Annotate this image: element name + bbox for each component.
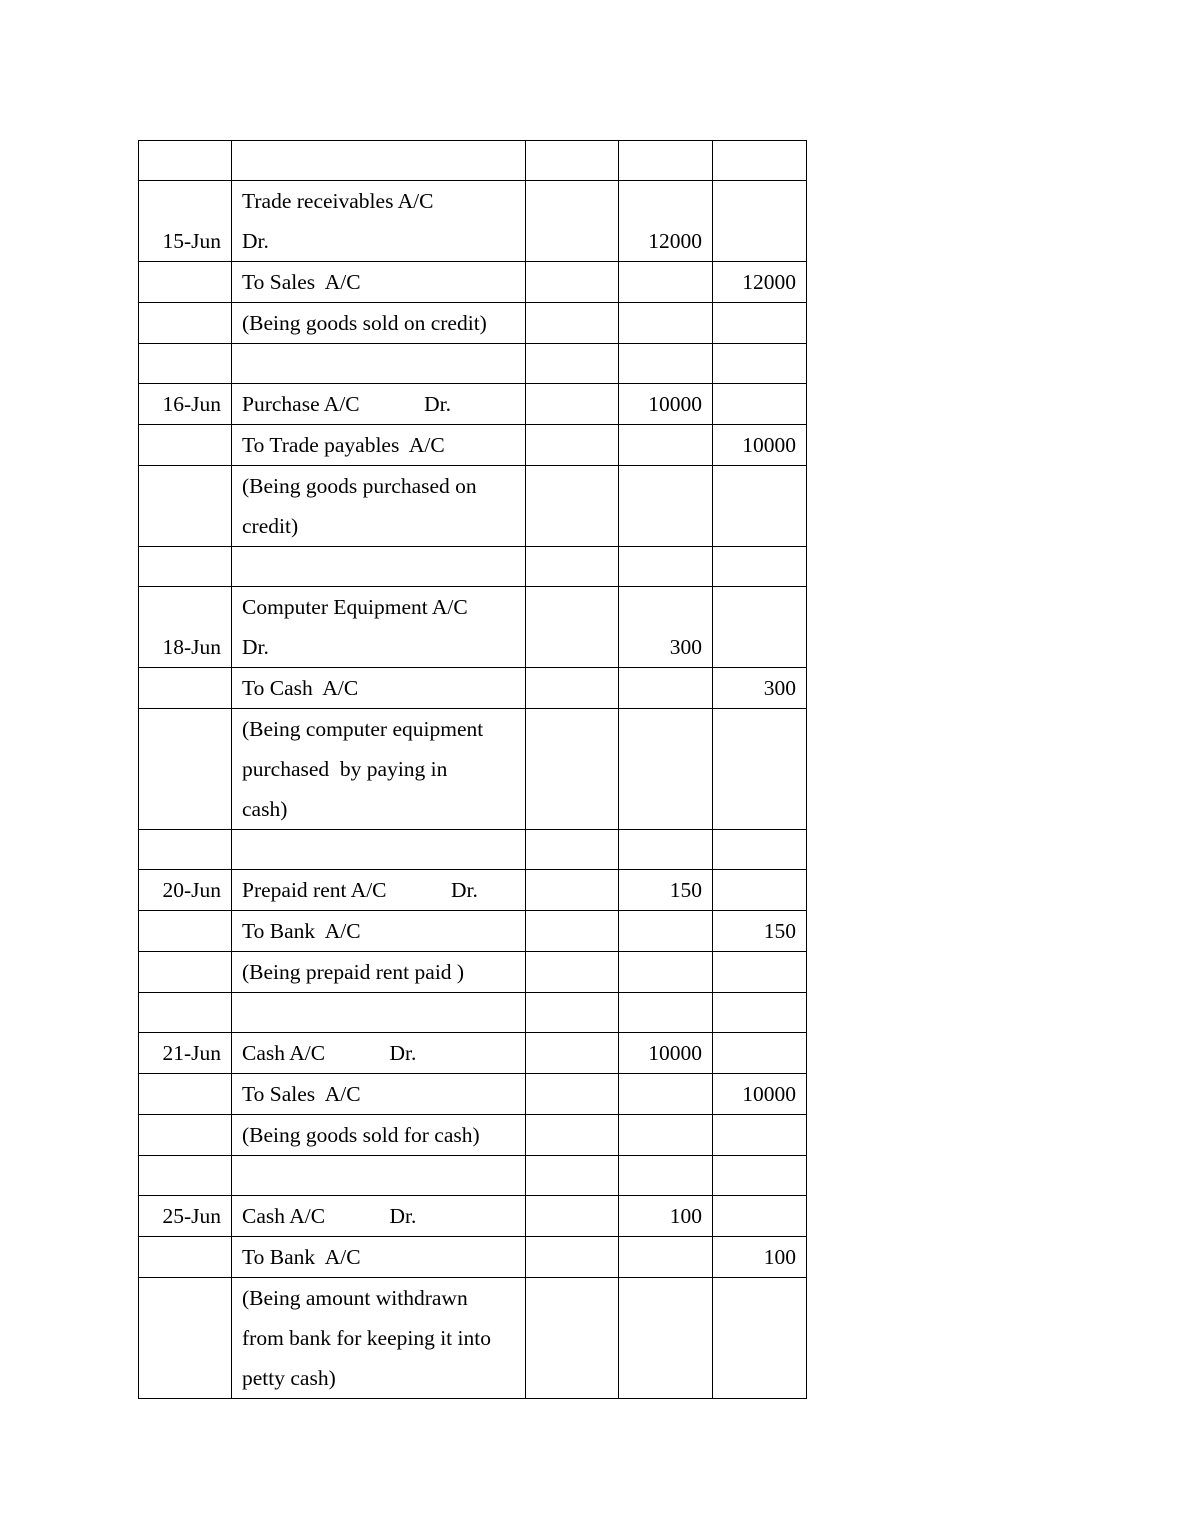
ledger-folio-cell <box>526 466 619 547</box>
particulars-line: (Being goods purchased on <box>242 474 477 498</box>
particulars-cell <box>232 141 526 181</box>
journal-row <box>139 1196 807 1237</box>
ledger-folio-cell <box>526 587 619 668</box>
debit-amount-cell <box>619 425 713 466</box>
credit-amount-cell <box>713 1156 807 1196</box>
particulars-line: Purchase A/C Dr. <box>242 392 452 416</box>
debit-amount-cell <box>619 547 713 587</box>
particulars-line: To Cash A/C <box>242 676 359 700</box>
date-cell <box>139 466 232 547</box>
credit-amount-cell <box>713 587 807 668</box>
debit-amount-cell: 12000 <box>619 181 713 262</box>
date-cell <box>139 993 232 1033</box>
journal-row <box>139 911 807 952</box>
debit-amount-cell <box>619 1156 713 1196</box>
particulars-cell <box>232 952 526 993</box>
date-cell: 20-Jun <box>139 870 232 911</box>
particulars-cell <box>232 1237 526 1278</box>
particulars-line: (Being goods sold for cash) <box>242 1123 480 1147</box>
debit-amount-cell <box>619 303 713 344</box>
date-cell <box>139 709 232 830</box>
particulars-cell <box>232 1074 526 1115</box>
particulars-cell <box>232 425 526 466</box>
date-cell <box>139 1278 232 1399</box>
date-cell <box>139 830 232 870</box>
journal-row <box>139 1156 807 1196</box>
debit-amount-cell <box>619 1115 713 1156</box>
date-cell <box>139 547 232 587</box>
date-cell: 25-Jun <box>139 1196 232 1237</box>
particulars-cell <box>232 1196 526 1237</box>
date-cell <box>139 668 232 709</box>
ledger-folio-cell <box>526 141 619 181</box>
credit-amount-cell <box>713 384 807 425</box>
ledger-folio-cell <box>526 668 619 709</box>
debit-amount-cell: 100 <box>619 1196 713 1237</box>
credit-amount-cell <box>713 466 807 547</box>
ledger-folio-cell <box>526 1237 619 1278</box>
journal-row <box>139 466 807 547</box>
particulars-cell <box>232 466 526 547</box>
particulars-line: petty cash) <box>242 1366 336 1390</box>
ledger-folio-cell <box>526 425 619 466</box>
journal-row <box>139 384 807 425</box>
particulars-cell <box>232 830 526 870</box>
date-cell: 16-Jun <box>139 384 232 425</box>
debit-amount-cell <box>619 993 713 1033</box>
particulars-line: Cash A/C Dr. <box>242 1204 417 1228</box>
journal-row <box>139 344 807 384</box>
credit-amount-cell: 10000 <box>713 425 807 466</box>
particulars-line: purchased by paying in <box>242 757 448 781</box>
debit-amount-cell <box>619 830 713 870</box>
journal-row <box>139 141 807 181</box>
journal-row <box>139 181 807 262</box>
journal-row <box>139 547 807 587</box>
ledger-folio-cell <box>526 911 619 952</box>
debit-amount-cell <box>619 952 713 993</box>
credit-amount-cell <box>713 993 807 1033</box>
date-cell: 21-Jun <box>139 1033 232 1074</box>
date-cell <box>139 1156 232 1196</box>
date-cell: 15-Jun <box>139 181 232 262</box>
particulars-cell <box>232 262 526 303</box>
ledger-folio-cell <box>526 1196 619 1237</box>
journal-row <box>139 1278 807 1399</box>
particulars-cell <box>232 547 526 587</box>
credit-amount-cell <box>713 181 807 262</box>
credit-amount-cell: 10000 <box>713 1074 807 1115</box>
particulars-line: cash) <box>242 797 288 821</box>
credit-amount-cell <box>713 547 807 587</box>
journal-row <box>139 262 807 303</box>
particulars-cell <box>232 993 526 1033</box>
credit-amount-cell: 300 <box>713 668 807 709</box>
particulars-line: Dr. <box>242 635 269 659</box>
ledger-folio-cell <box>526 1033 619 1074</box>
particulars-line: Dr. <box>242 229 269 253</box>
date-cell <box>139 952 232 993</box>
date-cell <box>139 141 232 181</box>
particulars-cell <box>232 344 526 384</box>
credit-amount-cell <box>713 870 807 911</box>
particulars-cell <box>232 384 526 425</box>
particulars-cell <box>232 1156 526 1196</box>
ledger-folio-cell <box>526 709 619 830</box>
credit-amount-cell <box>713 1278 807 1399</box>
debit-amount-cell <box>619 262 713 303</box>
particulars-line: credit) <box>242 514 299 538</box>
debit-amount-cell <box>619 141 713 181</box>
ledger-folio-cell <box>526 181 619 262</box>
ledger-folio-cell <box>526 1074 619 1115</box>
particulars-cell <box>232 303 526 344</box>
date-cell <box>139 911 232 952</box>
date-cell <box>139 344 232 384</box>
particulars-line: (Being computer equipment <box>242 717 484 741</box>
journal-row <box>139 870 807 911</box>
particulars-line: from bank for keeping it into <box>242 1326 491 1350</box>
journal-body <box>139 141 807 1399</box>
debit-amount-cell: 300 <box>619 587 713 668</box>
particulars-line: Cash A/C Dr. <box>242 1041 417 1065</box>
ledger-folio-cell <box>526 1115 619 1156</box>
ledger-folio-cell <box>526 830 619 870</box>
debit-amount-cell <box>619 911 713 952</box>
ledger-folio-cell <box>526 870 619 911</box>
debit-amount-cell <box>619 1237 713 1278</box>
ledger-folio-cell <box>526 1278 619 1399</box>
journal-row <box>139 993 807 1033</box>
date-cell <box>139 303 232 344</box>
particulars-cell <box>232 709 526 830</box>
particulars-line: To Trade payables A/C <box>242 433 445 457</box>
ledger-folio-cell <box>526 1156 619 1196</box>
particulars-cell <box>232 911 526 952</box>
credit-amount-cell <box>713 1033 807 1074</box>
date-cell: 18-Jun <box>139 587 232 668</box>
journal-row <box>139 1115 807 1156</box>
journal-row <box>139 709 807 830</box>
debit-amount-cell <box>619 709 713 830</box>
journal-row <box>139 1074 807 1115</box>
ledger-folio-cell <box>526 952 619 993</box>
credit-amount-cell <box>713 1115 807 1156</box>
credit-amount-cell <box>713 952 807 993</box>
credit-amount-cell <box>713 830 807 870</box>
date-cell <box>139 425 232 466</box>
ledger-folio-cell <box>526 262 619 303</box>
debit-amount-cell: 10000 <box>619 1033 713 1074</box>
particulars-line: (Being prepaid rent paid ) <box>242 960 465 984</box>
ledger-folio-cell <box>526 547 619 587</box>
date-cell <box>139 1237 232 1278</box>
journal-row <box>139 830 807 870</box>
debit-amount-cell: 10000 <box>619 384 713 425</box>
particulars-line: Prepaid rent A/C Dr. <box>242 878 478 902</box>
particulars-cell <box>232 870 526 911</box>
particulars-line: To Bank A/C <box>242 1245 361 1269</box>
particulars-line: Computer Equipment A/C <box>242 595 468 619</box>
journal-table <box>138 140 807 1399</box>
credit-amount-cell <box>713 303 807 344</box>
particulars-line: (Being amount withdrawn <box>242 1286 468 1310</box>
debit-amount-cell: 150 <box>619 870 713 911</box>
particulars-cell <box>232 1278 526 1399</box>
credit-amount-cell: 150 <box>713 911 807 952</box>
particulars-line: To Sales A/C <box>242 270 361 294</box>
debit-amount-cell <box>619 344 713 384</box>
particulars-line: To Bank A/C <box>242 919 361 943</box>
particulars-cell <box>232 181 526 262</box>
particulars-cell <box>232 587 526 668</box>
particulars-line: Trade receivables A/C <box>242 189 434 213</box>
journal-row <box>139 303 807 344</box>
particulars-line: To Sales A/C <box>242 1082 361 1106</box>
credit-amount-cell <box>713 141 807 181</box>
ledger-folio-cell <box>526 384 619 425</box>
debit-amount-cell <box>619 1074 713 1115</box>
ledger-folio-cell <box>526 303 619 344</box>
date-cell <box>139 1074 232 1115</box>
ledger-folio-cell <box>526 344 619 384</box>
ledger-folio-cell <box>526 993 619 1033</box>
credit-amount-cell <box>713 344 807 384</box>
debit-amount-cell <box>619 466 713 547</box>
particulars-line: (Being goods sold on credit) <box>242 311 487 335</box>
particulars-cell <box>232 1115 526 1156</box>
journal-row <box>139 1237 807 1278</box>
credit-amount-cell <box>713 709 807 830</box>
journal-row <box>139 952 807 993</box>
particulars-cell <box>232 668 526 709</box>
journal-row <box>139 587 807 668</box>
credit-amount-cell <box>713 1196 807 1237</box>
date-cell <box>139 262 232 303</box>
journal-row <box>139 1033 807 1074</box>
debit-amount-cell <box>619 668 713 709</box>
journal-row <box>139 668 807 709</box>
particulars-cell <box>232 1033 526 1074</box>
debit-amount-cell <box>619 1278 713 1399</box>
credit-amount-cell: 12000 <box>713 262 807 303</box>
journal-row <box>139 425 807 466</box>
date-cell <box>139 1115 232 1156</box>
credit-amount-cell: 100 <box>713 1237 807 1278</box>
